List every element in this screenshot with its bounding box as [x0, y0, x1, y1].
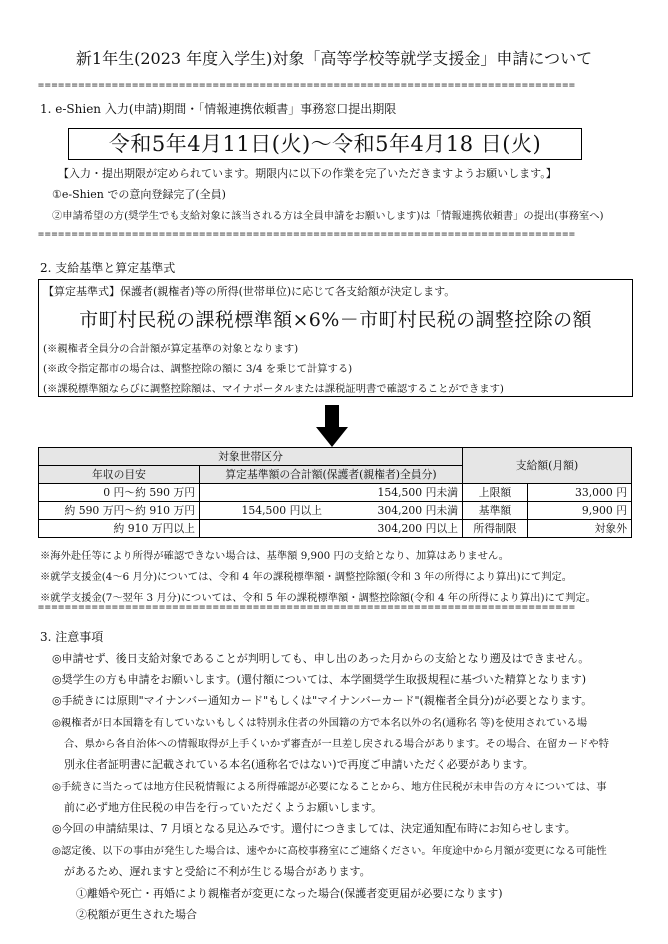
formula-note: (※課税標準額ならびに調整控除額は、マイナポータルまたは課税証明書で確認することができます): [43, 383, 504, 395]
section2-heading: 2. 支給基準と算定基準式: [40, 261, 176, 275]
income-cell: 0 円～約 590 万円: [39, 484, 200, 502]
income-cell: 約 910 万円以上: [39, 520, 200, 538]
base-from-cell: [200, 484, 327, 502]
support-amount-table: [38, 447, 632, 538]
caution-subitem: ①離婚や死亡・再婚により親権者が変更になった場合(保護者変更届が必要になります): [76, 887, 503, 900]
separator-line: ================================================================================: [38, 229, 576, 240]
task-item-2: ②申請希望の方(奨学生でも支給対象に該当される方は全員申請をお願いします)は「情報連携依頼書」の提出(事務室へ): [52, 210, 604, 222]
formula-intro: 【算定基準式】保護者(親権者)等の所得(世帯単位)に応じて各支給額が決定します。: [43, 285, 456, 298]
caution-line: ◎今回の申請結果は、7 月頃となる見込みです。還付につきましては、決定通知配布時にお知らせします。: [52, 822, 576, 835]
caution-subitem: ②税額が更生された場合: [76, 908, 197, 921]
amount-header: 支給額(月額): [463, 448, 632, 484]
amount-cell: 33,000 円: [528, 484, 632, 502]
table-note: ※就学支援金(4～6 月分)については、令和 4 年の課税標準額・調整控除額(令和 3 年の所得により算出)にて判定。: [40, 571, 573, 583]
income-header: 年収の目安: [39, 466, 200, 484]
base-to-cell: 304,200 円以上: [326, 520, 463, 538]
formula-note: (※政令指定都市の場合は、調整控除の額に 3/4 を乗じて計算する): [43, 363, 353, 375]
application-period-box: 令和5年4月11日(火)～令和5年4月18 日(火): [68, 128, 582, 160]
base-to-cell: 154,500 円未満: [326, 484, 463, 502]
caution-line: 別永住者証明書に記載されている本名(通称名ではない)で再度ご申請いただく必要があります。: [64, 758, 534, 771]
caution-line: ◎手続きに当たっては地方住民税情報による所得確認が必要になることから、地方住民税が未申告の方々については、事: [52, 781, 607, 793]
table-row: [39, 502, 632, 520]
down-arrow-icon: [316, 405, 348, 447]
caution-line: があるため、遅れますと受給に不利が生じる場合があります。: [64, 865, 371, 878]
section3-heading: 3. 注意事項: [40, 630, 104, 644]
income-cell: 約 590 万円～約 910 万円: [39, 502, 200, 520]
caution-line: ◎奨学生の方も申請をお願いします。(還付額については、本学園奨学生取扱規程に基づいた精算となります): [52, 673, 587, 686]
caution-line: ◎申請せず、後日支給対象であることが判明しても、申し出のあった月からの支給となり遡及はできません。: [52, 652, 590, 665]
page-title: 新1年生(2023 年度入学生)対象「高等学校等就学支援金」申請について: [75, 49, 593, 68]
base-to-cell: 304,200 円未満: [326, 502, 463, 520]
separator-line: ================================================================================: [38, 80, 576, 91]
amount-cell: 9,900 円: [528, 502, 632, 520]
table-row: [39, 484, 632, 502]
deadline-note: 【入力・提出期限が定められています。期限内に以下の作業を完了いただきますようお願いします。】: [58, 167, 557, 180]
table-note: ※海外赴任等により所得が確認できない場合は、基準額 9,900 円の支給となり、加算はありません。: [40, 550, 510, 562]
amount-label-cell: 基準額: [463, 502, 528, 520]
base-from-cell: 154,500 円以上: [200, 502, 327, 520]
base-amount-header: 算定基準額の合計額(保護者(親権者)全員分): [200, 466, 463, 484]
formula-box: [38, 279, 633, 397]
amount-cell: 対象外: [528, 520, 632, 538]
task-item-1: ①e-Shien での意向登録完了(全員): [52, 188, 226, 201]
table-note: ※就学支援金(7～翌年 3 月分)については、令和 5 年の課税標準額・調整控除額(令和 4 年の所得により算出)にて判定。: [40, 592, 596, 604]
formula: 市町村民税の課税標準額×6%－市町村民税の調整控除の額: [79, 309, 592, 331]
separator-line: ================================================================================: [38, 602, 576, 613]
caution-line: ◎認定後、以下の事由が発生した場合は、速やかに高校事務室にご連絡ください。年度途中から月額が変更になる可能性: [52, 845, 607, 857]
caution-line: 前に必ず地方住民税の申告を行っていただくようお願いします。: [64, 801, 383, 814]
section1-heading: 1. e-Shien 入力(申請)期間・「情報連携依頼書」事務窓口提出期限: [40, 102, 397, 116]
caution-line: ◎手続きには原則"マイナンバー通知カード"もしくは"マイナンバーカード"(親権者全員分)が必要となります。: [52, 694, 593, 707]
amount-label-cell: 所得制限: [463, 520, 528, 538]
caution-line: ◎親権者が日本国籍を有していないもしくは特別永住者の外国籍の方で本名以外の名(通称名 等)を使用されている場: [52, 717, 588, 729]
amount-label-cell: 上限額: [463, 484, 528, 502]
caution-line: 合、県から各自治体への情報取得が上手くいかず審査が一旦差し戻される場合があります。その場合、在留カードや特: [64, 738, 609, 750]
formula-note: (※親権者全員分の合計額が算定基準の対象となります): [43, 343, 299, 355]
base-from-cell: [200, 520, 327, 538]
group-header: 対象世帯区分: [39, 448, 463, 466]
table-row: [39, 520, 632, 538]
